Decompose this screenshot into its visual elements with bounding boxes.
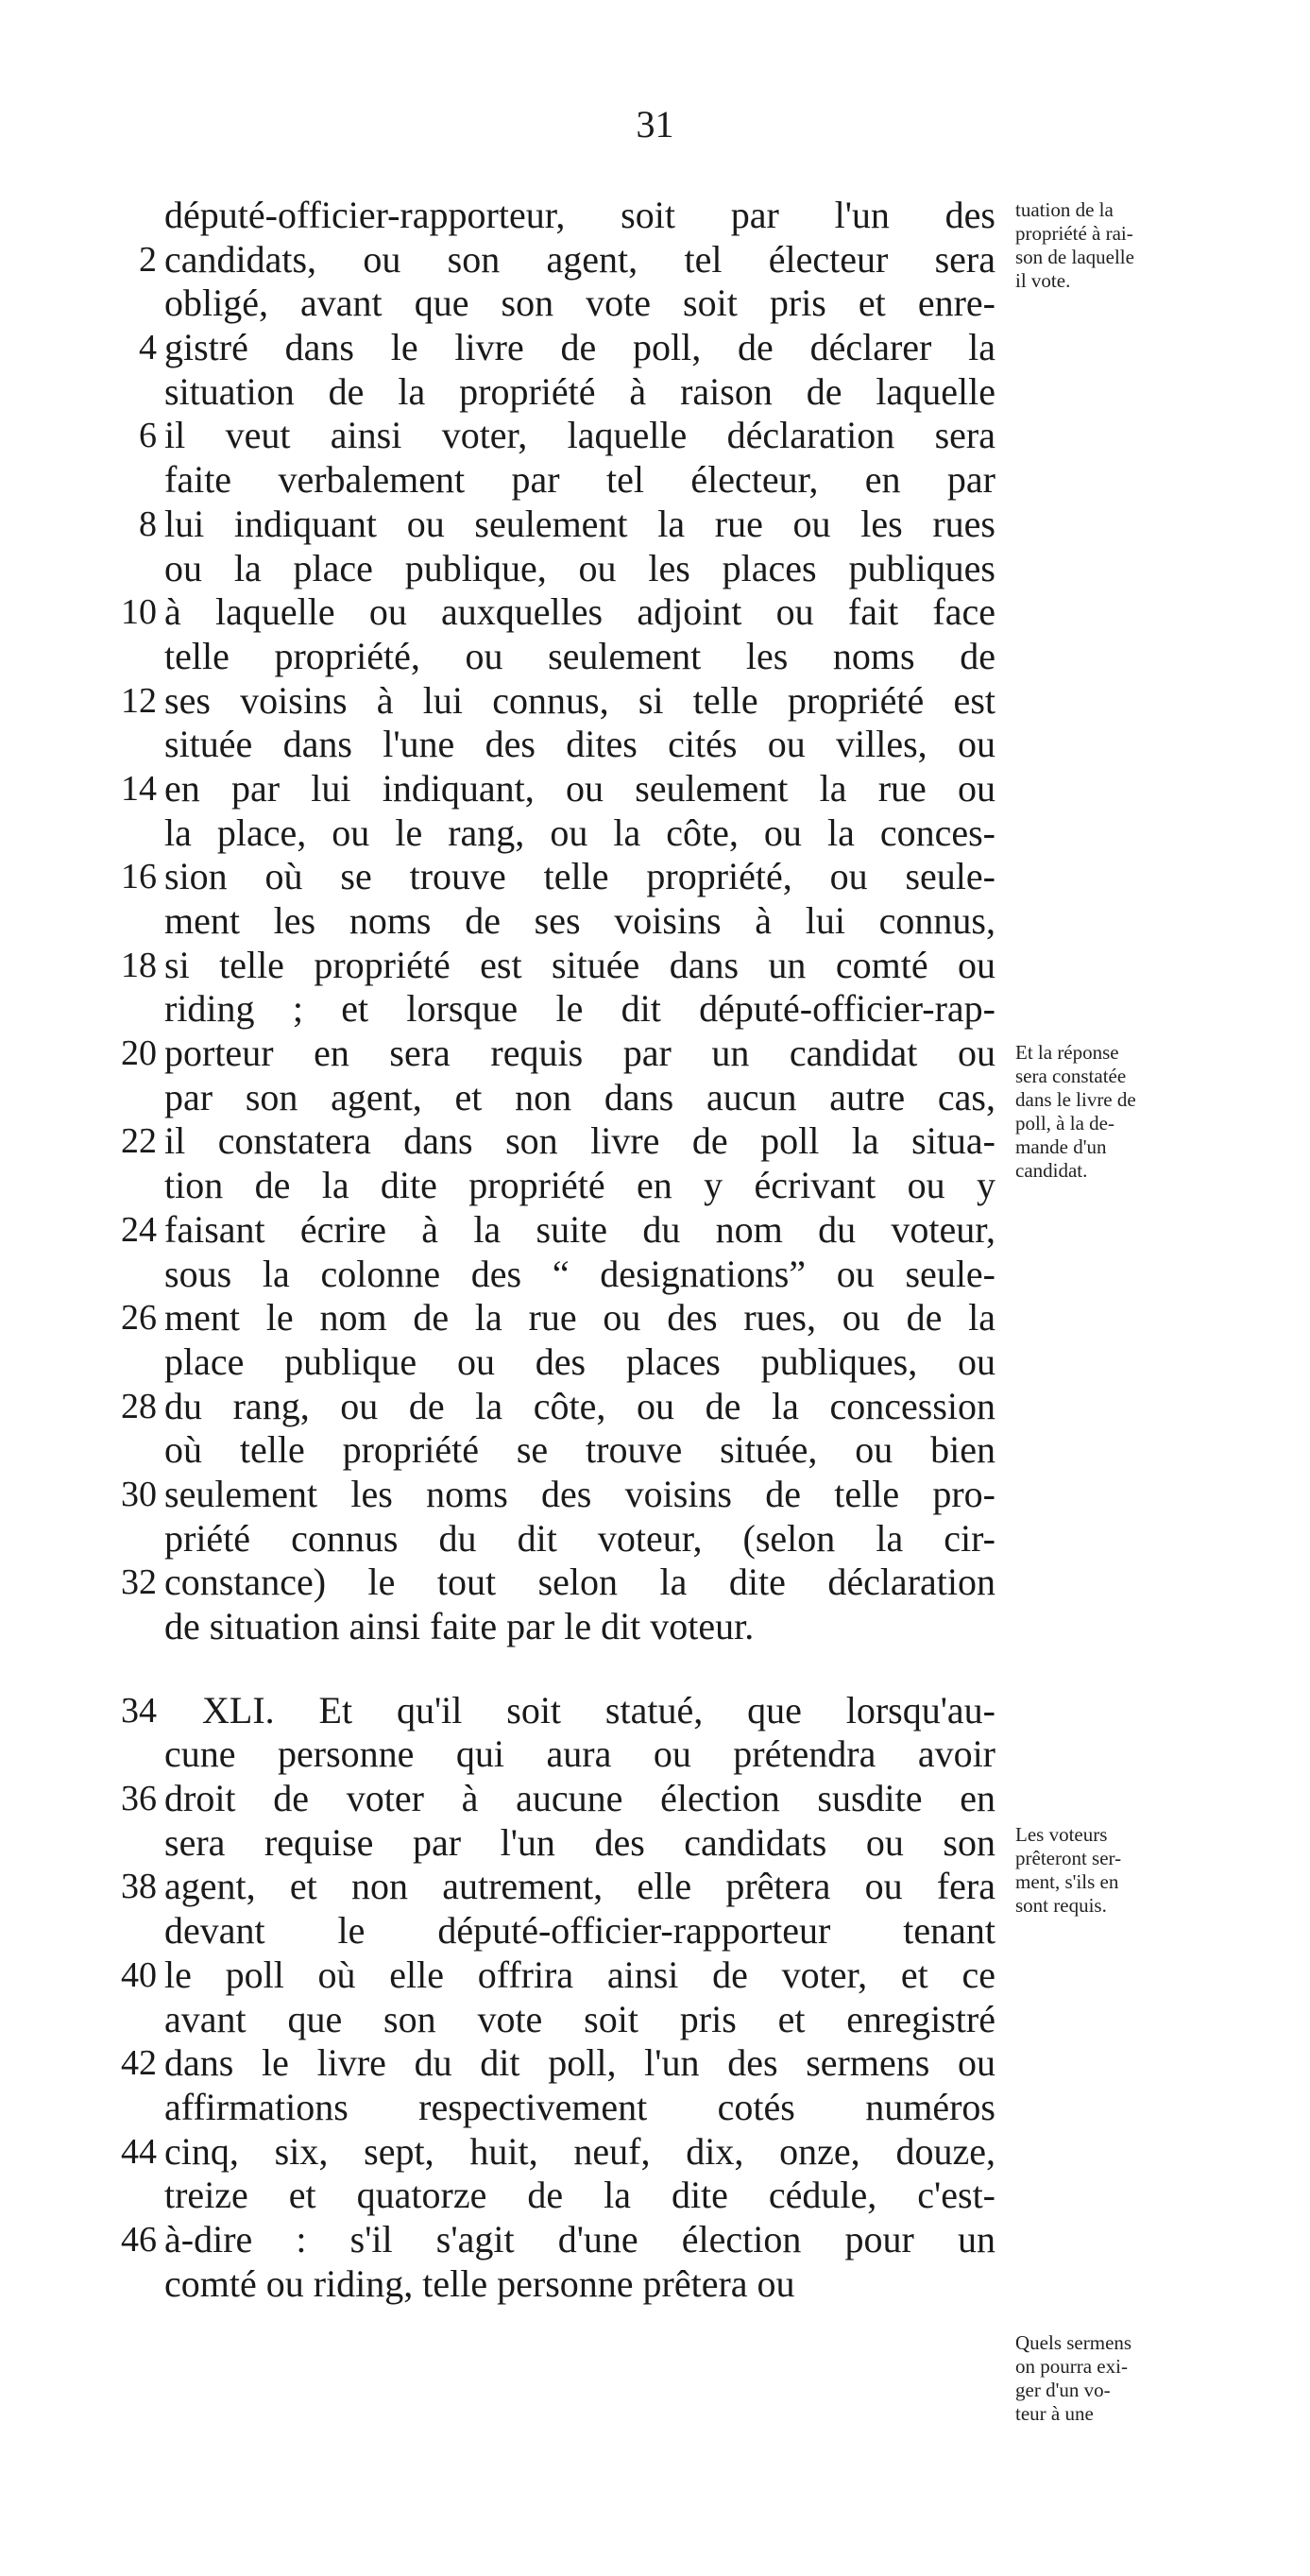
line-text: avant que son vote soit pris et enregistré — [164, 1997, 995, 2040]
margin-note-voteurs — [1015, 1823, 1209, 1918]
margin-note-line: il vote. — [1015, 269, 1071, 292]
line-number: 30 — [121, 1474, 157, 1514]
line-text: en par lui indiquant, ou seulement la rue ou — [164, 766, 995, 810]
text-line — [0, 1340, 1310, 1385]
text-line — [0, 1296, 1310, 1340]
line-text: de situation ainsi faite par le dit voteur. — [164, 1605, 755, 1647]
line-number: 32 — [121, 1562, 157, 1603]
line-text: à-dire : s'il s'agit d'une élection pour un — [164, 2217, 995, 2260]
line-text: dans le livre du dit poll, l'un des sermens ou — [164, 2041, 995, 2085]
text-line — [0, 1561, 1310, 1605]
line-text: ou la place publique, ou les places publiques — [164, 546, 995, 589]
line-number: 34 — [121, 1690, 157, 1731]
text-line — [0, 2262, 1310, 2307]
line-number: 18 — [121, 945, 157, 985]
line-text: cinq, six, sept, huit, neuf, dix, onze, douze, — [164, 2129, 995, 2173]
text-line — [0, 899, 1310, 944]
margin-note-situation — [1015, 198, 1209, 293]
margin-note-sermens — [1015, 2331, 1209, 2426]
line-text: situation de la propriété à raison de laquelle — [164, 369, 995, 413]
line-text: droit de voter à aucune élection susdite en — [164, 1777, 995, 1820]
line-text: comté ou riding, telle personne prêtera ou — [164, 2261, 795, 2305]
line-text: affirmations respectivement cotés numéros — [164, 2085, 995, 2128]
line-text: priété connus du dit voteur, (selon la cir- — [164, 1516, 995, 1560]
line-text: où telle propriété se trouve située, ou bien — [164, 1428, 995, 1472]
margin-note-line: teur à une — [1015, 2402, 1094, 2425]
margin-note-line: tuation de la — [1015, 198, 1114, 221]
line-text: treize et quatorze de la dite cédule, c'est- — [164, 2174, 995, 2217]
margin-note-line: prêteront ser- — [1015, 1847, 1122, 1869]
text-line — [0, 1253, 1310, 1297]
line-number: 14 — [121, 768, 157, 809]
margin-note-line: Et la réponse — [1015, 1041, 1119, 1064]
line-text: il constatera dans son livre de poll la situa- — [164, 1119, 995, 1163]
line-number: 46 — [121, 2219, 157, 2260]
margin-note-line: mande d'un — [1015, 1135, 1107, 1158]
line-text: il veut ainsi voter, laquelle déclaration sera — [164, 414, 995, 457]
line-text: faisant écrire à la suite du nom du voteur, — [164, 1207, 995, 1251]
text-line — [0, 635, 1310, 679]
line-number: 38 — [121, 1867, 157, 1907]
text-line — [0, 679, 1310, 724]
line-text: sous la colonne des “ designations” ou seule- — [164, 1252, 995, 1295]
text-line — [0, 2174, 1310, 2218]
line-text: sion où se trouve telle propriété, ou seule- — [164, 855, 995, 898]
margin-note-line: Quels sermens — [1015, 2331, 1132, 2354]
line-text: candidats, ou son agent, tel électeur sera — [164, 237, 995, 281]
line-number: 4 — [139, 328, 157, 368]
line-text: sera requise par l'un des candidats ou son — [164, 1820, 995, 1864]
text-line — [0, 503, 1310, 547]
line-number: 2 — [139, 239, 157, 280]
line-text: à laquelle ou auxquelles adjoint ou fait face — [164, 590, 995, 634]
body-text — [0, 194, 1310, 2306]
text-line — [0, 1473, 1310, 1517]
margin-note-line: candidat. — [1015, 1159, 1088, 1182]
text-line — [0, 1428, 1310, 1473]
line-text: riding ; et lorsque le dit député-officier-rap- — [164, 987, 995, 1031]
line-text: seulement les noms des voisins de telle pro- — [164, 1472, 995, 1515]
text-line — [0, 414, 1310, 458]
margin-note-line: ment, s'ils en — [1015, 1870, 1119, 1893]
text-line — [0, 2086, 1310, 2130]
text-line — [0, 1689, 1310, 1733]
line-text: du rang, ou de la côte, ou de la concession — [164, 1384, 995, 1427]
text-line — [0, 2218, 1310, 2262]
line-number: 6 — [139, 416, 157, 456]
line-number: 36 — [121, 1779, 157, 1819]
text-line — [0, 1208, 1310, 1253]
margin-note-line: on pourra exi- — [1015, 2355, 1128, 2378]
line-text: ment le nom de la rue ou des rues, ou de la — [164, 1296, 995, 1339]
line-text: constance) le tout selon la dite déclaration — [164, 1561, 995, 1604]
line-text: XLI. Et qu'il soit statué, que lorsqu'au- — [202, 1688, 995, 1732]
line-number: 40 — [121, 1954, 157, 1995]
text-line — [0, 2130, 1310, 2175]
line-text: porteur en sera requis par un candidat ou — [164, 1032, 995, 1075]
text-line — [0, 723, 1310, 767]
text-line — [0, 1517, 1310, 1561]
line-text: ses voisins à lui connus, si telle propriété est — [164, 678, 995, 722]
text-line — [0, 944, 1310, 988]
line-text: ment les noms de ses voisins à lui connus, — [164, 899, 995, 942]
margin-note-line: propriété à rai- — [1015, 222, 1133, 245]
text-line — [0, 987, 1310, 1032]
text-line — [0, 767, 1310, 811]
line-text: obligé, avant que son vote soit pris et enre- — [164, 281, 995, 325]
margin-note-line: son de laquelle — [1015, 246, 1134, 268]
line-text: agent, et non autrement, elle prêtera ou fera — [164, 1865, 995, 1908]
text-line — [0, 370, 1310, 415]
line-text: cune personne qui aura ou prétendra avoir — [164, 1732, 995, 1776]
margin-note-reponse — [1015, 1041, 1209, 1183]
page-number: 31 — [636, 103, 674, 145]
margin-note-line: sera constatée — [1015, 1065, 1127, 1087]
margin-note-line: dans le livre de — [1015, 1088, 1136, 1111]
line-number: 10 — [121, 592, 157, 633]
text-line — [0, 855, 1310, 899]
line-number: 12 — [121, 680, 157, 721]
text-line — [0, 1998, 1310, 2042]
text-line — [0, 326, 1310, 370]
line-text: le poll où elle offrira ainsi de voter, et ce — [164, 1953, 995, 1996]
line-number: 26 — [121, 1298, 157, 1339]
line-text: si telle propriété est située dans un comté ou — [164, 943, 995, 986]
line-number: 44 — [121, 2131, 157, 2172]
paragraph-gap — [0, 1649, 1310, 1689]
line-text: devant le député-officier-rapporteur tenant — [164, 1909, 995, 1953]
line-number: 22 — [121, 1121, 157, 1162]
text-line — [0, 1385, 1310, 1429]
line-text: située dans l'une des dites cités ou villes, ou — [164, 723, 995, 766]
line-number: 16 — [121, 857, 157, 897]
text-line — [0, 458, 1310, 503]
line-text: gistré dans le livre de poll, de déclarer la — [164, 326, 995, 369]
text-line — [0, 2041, 1310, 2086]
line-number: 28 — [121, 1386, 157, 1426]
text-line — [0, 811, 1310, 856]
text-line — [0, 590, 1310, 635]
line-text: par son agent, et non dans aucun autre cas, — [164, 1075, 995, 1118]
text-line — [0, 1777, 1310, 1821]
line-number: 24 — [121, 1209, 157, 1250]
text-line — [0, 1732, 1310, 1777]
line-text: place publique ou des places publiques, ou — [164, 1339, 995, 1383]
line-text: telle propriété, ou seulement les noms de — [164, 634, 995, 677]
line-number: 8 — [139, 503, 157, 544]
line-number: 42 — [121, 2043, 157, 2084]
margin-note-line: ger d'un vo- — [1015, 2379, 1111, 2401]
line-text: faite verbalement par tel électeur, en par — [164, 458, 995, 502]
margin-note-line: poll, à la de- — [1015, 1112, 1114, 1134]
margin-note-line: Les voteurs — [1015, 1823, 1108, 1846]
line-number: 20 — [121, 1033, 157, 1074]
text-line — [0, 1605, 1310, 1649]
margin-note-line: sont requis. — [1015, 1894, 1107, 1917]
line-text: la place, ou le rang, ou la côte, ou la conces- — [164, 810, 995, 854]
text-line — [0, 1953, 1310, 1998]
line-text: tion de la dite propriété en y écrivant ou y — [164, 1164, 995, 1207]
line-text: lui indiquant ou seulement la rue ou les rues — [164, 502, 995, 545]
text-line — [0, 547, 1310, 591]
line-text: député-officier-rapporteur, soit par l'un des — [164, 194, 995, 236]
